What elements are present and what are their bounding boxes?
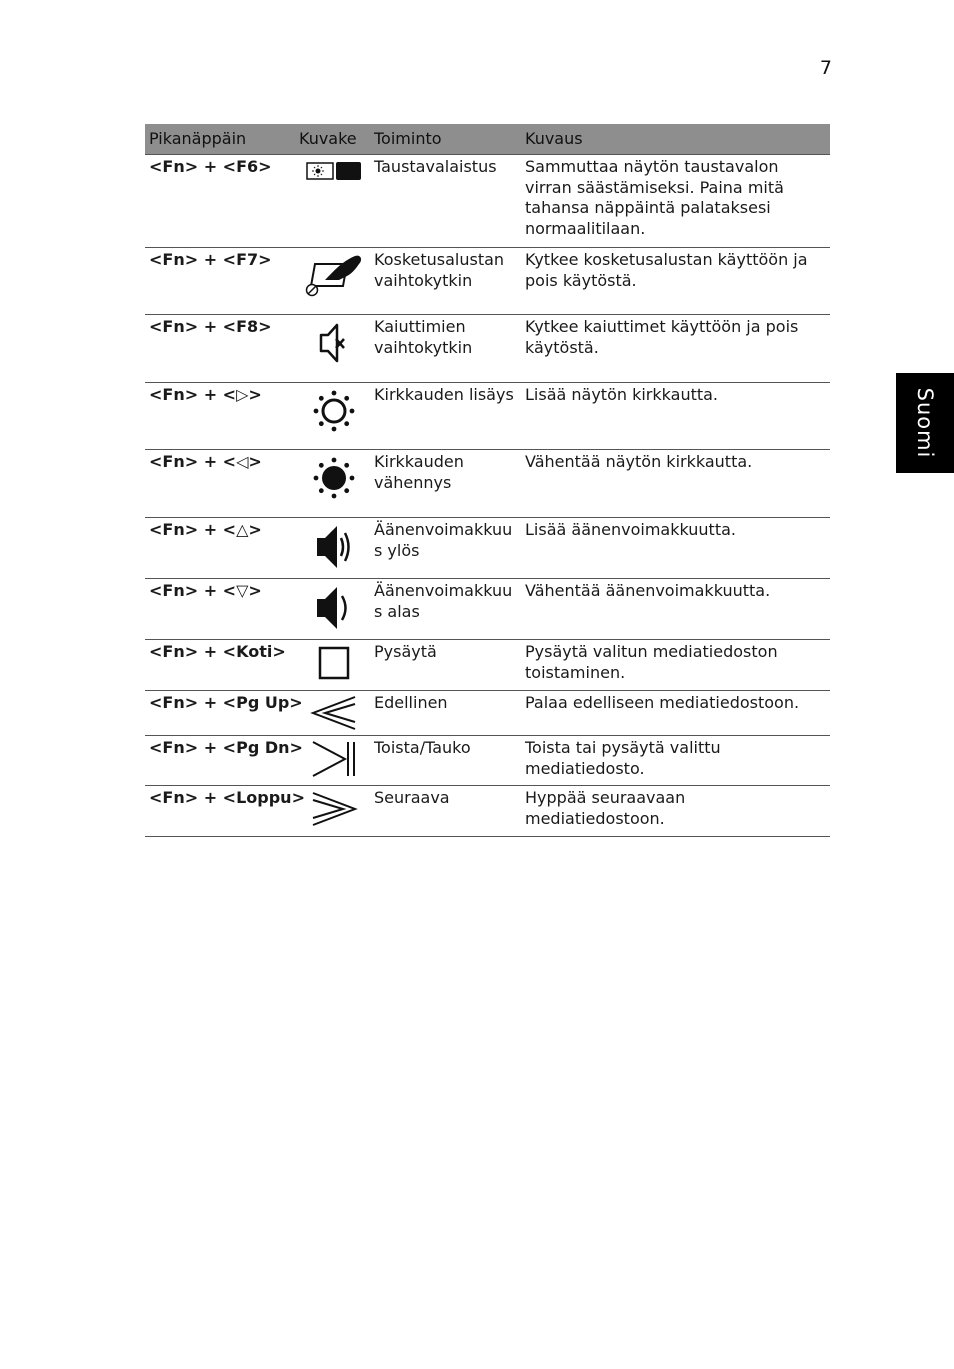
play-pause-icon: [303, 738, 365, 780]
speaker-mute-icon: [303, 317, 365, 367]
table-row: [145, 786, 830, 837]
page-number: 7: [819, 57, 832, 79]
table-row: [145, 248, 830, 315]
description-cell: Toista tai pysäytä valittu mediatiedosto.: [521, 736, 830, 786]
function-cell: Kirkkauden vähennys: [370, 450, 521, 518]
backlight-icon: [303, 157, 365, 183]
hotkey-cell: <Fn> + <Loppu>: [145, 786, 295, 837]
description-cell: Hyppää seuraavaan mediatiedostoon.: [521, 786, 830, 837]
table-row: [145, 518, 830, 579]
description-cell: Vähentää näytön kirkkautta.: [521, 450, 830, 518]
description-cell: Lisää äänenvoimakkuutta.: [521, 518, 830, 579]
brightness-down-icon: [303, 452, 365, 502]
language-tab-label: Suomi: [913, 387, 937, 459]
table-row: [145, 640, 830, 691]
header-icon: Kuvake: [295, 124, 370, 155]
hotkey-cell: <Fn> + <F6>: [145, 155, 295, 248]
touchpad-toggle-icon: [303, 250, 365, 300]
function-cell: Kaiuttimien vaihtokytkin: [370, 315, 521, 383]
table-row: [145, 579, 830, 640]
function-cell: Kirkkauden lisäys: [370, 383, 521, 450]
hotkey-cell: <Fn> + <▷>: [145, 383, 295, 450]
description-cell: Kytkee kaiuttimet käyttöön ja pois käytöstä.: [521, 315, 830, 383]
hotkey-cell: <Fn> + <F8>: [145, 315, 295, 383]
function-cell: Kosketusalustan vaihtokytkin: [370, 248, 521, 315]
description-cell: Sammuttaa näytön taustavalon virran säästämiseksi. Paina mitä tahansa näppäintä palataksesi normaalitilaan.: [521, 155, 830, 248]
header-hotkey: Pikanäppäin: [145, 124, 295, 155]
table-row: [145, 450, 830, 518]
table-row: [145, 315, 830, 383]
hotkey-cell: <Fn> + <F7>: [145, 248, 295, 315]
function-cell: Äänenvoimakkuus ylös: [370, 518, 521, 579]
function-cell: Seuraava: [370, 786, 521, 837]
volume-down-icon: [303, 581, 365, 633]
table-row: [145, 383, 830, 450]
description-cell: Kytkee kosketusalustan käyttöön ja pois käytöstä.: [521, 248, 830, 315]
table-row: [145, 736, 830, 786]
hotkey-cell: <Fn> + <Pg Dn>: [145, 736, 295, 786]
description-cell: Lisää näytön kirkkautta.: [521, 383, 830, 450]
hotkey-cell: <Fn> + <Koti>: [145, 640, 295, 691]
function-cell: Toista/Tauko: [370, 736, 521, 786]
table-row: [145, 155, 830, 248]
previous-icon: [303, 693, 365, 731]
header-description: Kuvaus: [521, 124, 830, 155]
volume-up-icon: [303, 520, 365, 572]
hotkey-table: [145, 124, 830, 837]
description-cell: Palaa edelliseen mediatiedostoon.: [521, 691, 830, 736]
brightness-up-icon: [303, 385, 365, 435]
function-cell: Edellinen: [370, 691, 521, 736]
hotkey-cell: <Fn> + <◁>: [145, 450, 295, 518]
language-tab: [896, 373, 954, 473]
function-cell: Äänenvoimakkuus alas: [370, 579, 521, 640]
table-row: [145, 691, 830, 736]
stop-icon: [303, 642, 365, 684]
description-cell: Pysäytä valitun mediatiedoston toistaminen.: [521, 640, 830, 691]
description-cell: Vähentää äänenvoimakkuutta.: [521, 579, 830, 640]
function-cell: Taustavalaistus: [370, 155, 521, 248]
hotkey-cell: <Fn> + <△>: [145, 518, 295, 579]
next-icon: [303, 788, 365, 828]
header-function: Toiminto: [370, 124, 521, 155]
table-header-row: [145, 124, 830, 155]
function-cell: Pysäytä: [370, 640, 521, 691]
hotkey-cell: <Fn> + <Pg Up>: [145, 691, 295, 736]
hotkey-cell: <Fn> + <▽>: [145, 579, 295, 640]
